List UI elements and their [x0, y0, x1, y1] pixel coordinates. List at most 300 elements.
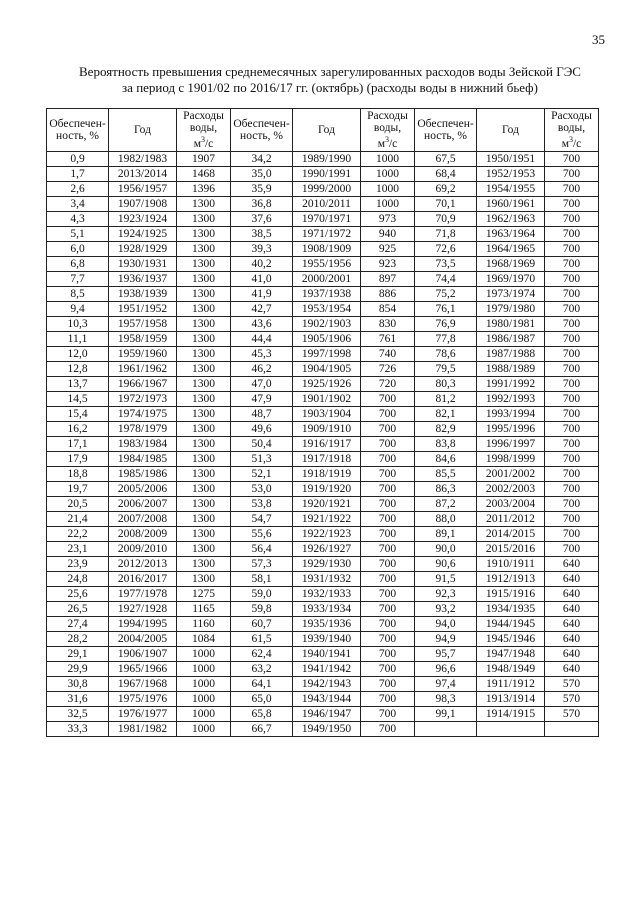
year-cell: 1968/1969	[477, 257, 545, 272]
table-row	[47, 572, 599, 587]
year-cell: 1990/1991	[293, 167, 361, 182]
flow-cell: 1300	[177, 467, 231, 482]
flow-cell: 700	[545, 242, 599, 257]
flow-cell: 700	[545, 182, 599, 197]
year-cell: 1967/1968	[109, 677, 177, 692]
flow-cell: 700	[361, 602, 415, 617]
table-row	[47, 167, 599, 182]
probability-cell: 95,7	[415, 647, 477, 662]
year-cell: 2013/2014	[109, 167, 177, 182]
probability-cell: 37,6	[231, 212, 293, 227]
probability-cell: 98,3	[415, 692, 477, 707]
probability-cell: 57,3	[231, 557, 293, 572]
flow-cell: 700	[361, 722, 415, 737]
flow-cell: 1300	[177, 347, 231, 362]
table-row	[47, 317, 599, 332]
year-cell: 2001/2002	[477, 467, 545, 482]
probability-cell: 52,1	[231, 467, 293, 482]
table-row	[47, 212, 599, 227]
table-header-row	[47, 109, 599, 152]
header-flow: Расходы воды, $м^3/с$	[177, 109, 231, 152]
flow-cell: 700	[545, 407, 599, 422]
probability-cell: 11,1	[47, 332, 109, 347]
year-cell: 1982/1983	[109, 152, 177, 167]
probability-cell: 34,2	[231, 152, 293, 167]
flow-cell: 700	[361, 617, 415, 632]
probability-cell: 24,8	[47, 572, 109, 587]
probability-cell: 50,4	[231, 437, 293, 452]
year-cell: 1978/1979	[109, 422, 177, 437]
year-cell: 1909/1910	[293, 422, 361, 437]
year-cell: 1913/1914	[477, 692, 545, 707]
table-row	[47, 722, 599, 737]
year-cell	[477, 722, 545, 737]
probability-cell: 66,7	[231, 722, 293, 737]
table-row	[47, 647, 599, 662]
probability-cell: 97,4	[415, 677, 477, 692]
probability-cell: 33,3	[47, 722, 109, 737]
flow-cell: 700	[361, 692, 415, 707]
year-cell: 1994/1995	[109, 617, 177, 632]
table-row	[47, 587, 599, 602]
year-cell: 2007/2008	[109, 512, 177, 527]
probability-cell: 38,5	[231, 227, 293, 242]
probability-cell: 20,5	[47, 497, 109, 512]
flow-cell: 1907	[177, 152, 231, 167]
flow-cell: 700	[545, 362, 599, 377]
page-number: 35	[592, 32, 605, 47]
flow-cell: 1300	[177, 332, 231, 347]
year-cell: 1997/1998	[293, 347, 361, 362]
probability-cell: 0,9	[47, 152, 109, 167]
flow-cell: 700	[361, 572, 415, 587]
flow-cell: 700	[545, 497, 599, 512]
flow-cell: 1000	[177, 662, 231, 677]
year-cell: 1977/1978	[109, 587, 177, 602]
flow-cell: 1300	[177, 242, 231, 257]
probability-cell: 76,9	[415, 317, 477, 332]
probability-cell: 8,5	[47, 287, 109, 302]
year-cell: 2002/2003	[477, 482, 545, 497]
table-row	[47, 422, 599, 437]
year-cell: 1925/1926	[293, 377, 361, 392]
year-cell: 1904/1905	[293, 362, 361, 377]
year-cell: 1914/1915	[477, 707, 545, 722]
flow-cell: 700	[545, 167, 599, 182]
probability-cell: 48,7	[231, 407, 293, 422]
probability-cell: 19,7	[47, 482, 109, 497]
year-cell: 1995/1996	[477, 422, 545, 437]
flow-cell	[545, 722, 599, 737]
probability-cell: 43,6	[231, 317, 293, 332]
flow-cell: 700	[545, 392, 599, 407]
year-cell: 1901/1902	[293, 392, 361, 407]
year-cell: 1989/1990	[293, 152, 361, 167]
flow-cell: 700	[361, 527, 415, 542]
probability-cell: 72,6	[415, 242, 477, 257]
flow-cell: 700	[361, 647, 415, 662]
flow-cell: 1000	[177, 692, 231, 707]
year-cell: 2015/2016	[477, 542, 545, 557]
year-cell: 1902/1903	[293, 317, 361, 332]
table-row	[47, 482, 599, 497]
flow-cell: 1300	[177, 392, 231, 407]
flow-cell: 854	[361, 302, 415, 317]
probability-cell: 21,4	[47, 512, 109, 527]
year-cell: 1999/2000	[293, 182, 361, 197]
flow-cell: 700	[545, 482, 599, 497]
probability-cell: 28,2	[47, 632, 109, 647]
year-cell: 1974/1975	[109, 407, 177, 422]
year-cell: 1943/1944	[293, 692, 361, 707]
flow-cell: 1300	[177, 512, 231, 527]
year-cell: 1923/1924	[109, 212, 177, 227]
flow-cell: 700	[361, 632, 415, 647]
flow-cell: 700	[545, 422, 599, 437]
flow-cell: 570	[545, 707, 599, 722]
header-year: Год	[293, 109, 361, 152]
year-cell: 1970/1971	[293, 212, 361, 227]
year-cell: 1931/1932	[293, 572, 361, 587]
flow-cell: 1300	[177, 302, 231, 317]
flow-cell: 640	[545, 647, 599, 662]
flow-cell: 1396	[177, 182, 231, 197]
flow-cell: 830	[361, 317, 415, 332]
probability-cell: 31,6	[47, 692, 109, 707]
table-row	[47, 557, 599, 572]
year-cell: 2008/2009	[109, 527, 177, 542]
probability-cell: 14,5	[47, 392, 109, 407]
year-cell: 1941/1942	[293, 662, 361, 677]
probability-cell: 5,1	[47, 227, 109, 242]
probability-cell: 29,1	[47, 647, 109, 662]
probability-cell: 85,5	[415, 467, 477, 482]
year-cell: 1972/1973	[109, 392, 177, 407]
flow-cell: 700	[361, 452, 415, 467]
probability-cell: 80,3	[415, 377, 477, 392]
flow-cell: 700	[361, 677, 415, 692]
year-cell: 1949/1950	[293, 722, 361, 737]
year-cell: 2004/2005	[109, 632, 177, 647]
flow-cell: 1300	[177, 497, 231, 512]
flow-cell: 700	[545, 317, 599, 332]
flow-cell: 640	[545, 662, 599, 677]
year-cell: 2005/2006	[109, 482, 177, 497]
year-cell: 1937/1938	[293, 287, 361, 302]
probability-cell: 70,9	[415, 212, 477, 227]
year-cell: 1933/1934	[293, 602, 361, 617]
header-probability: Обеспечен- ность, %	[231, 109, 293, 152]
probability-cell: 6,8	[47, 257, 109, 272]
flow-cell: 700	[361, 467, 415, 482]
header-probability: Обеспечен- ность, %	[47, 109, 109, 152]
flow-cell: 1300	[177, 362, 231, 377]
year-cell: 2000/2001	[293, 272, 361, 287]
header-flow: Расходы воды, $м^3/с$	[545, 109, 599, 152]
flow-cell: 700	[361, 422, 415, 437]
flow-cell: 700	[361, 482, 415, 497]
flow-cell: 700	[545, 377, 599, 392]
year-cell: 1987/1988	[477, 347, 545, 362]
probability-cell: 59,0	[231, 587, 293, 602]
probability-cell: 47,9	[231, 392, 293, 407]
year-cell: 1934/1935	[477, 602, 545, 617]
probability-cell: 22,2	[47, 527, 109, 542]
flow-cell: 700	[361, 557, 415, 572]
probability-cell: 87,2	[415, 497, 477, 512]
probability-cell: 10,3	[47, 317, 109, 332]
probability-cell: 18,8	[47, 467, 109, 482]
flow-cell: 1165	[177, 602, 231, 617]
year-cell: 1964/1965	[477, 242, 545, 257]
table-row	[47, 707, 599, 722]
year-cell: 1919/1920	[293, 482, 361, 497]
probability-cell: 93,2	[415, 602, 477, 617]
probability-cell: 94,0	[415, 617, 477, 632]
flow-cell: 1468	[177, 167, 231, 182]
year-cell: 1973/1974	[477, 287, 545, 302]
probability-cell: 94,9	[415, 632, 477, 647]
probability-cell: 29,9	[47, 662, 109, 677]
table-row	[47, 272, 599, 287]
year-cell: 1939/1940	[293, 632, 361, 647]
probability-cell: 61,5	[231, 632, 293, 647]
probability-cell: 7,7	[47, 272, 109, 287]
year-cell: 1944/1945	[477, 617, 545, 632]
flow-cell: 1000	[177, 707, 231, 722]
title-line-2: за период с 1901/02 по 2016/17 гг. (октябрь) (расходы воды в нижний бьеф)	[122, 80, 538, 95]
flow-cell: 1000	[361, 182, 415, 197]
flow-cell: 700	[545, 452, 599, 467]
flow-cell: 1300	[177, 422, 231, 437]
flow-cell: 1084	[177, 632, 231, 647]
table-row	[47, 692, 599, 707]
year-cell: 1936/1937	[109, 272, 177, 287]
probability-cell: 16,2	[47, 422, 109, 437]
flow-cell: 700	[361, 587, 415, 602]
year-cell: 1985/1986	[109, 467, 177, 482]
year-cell: 2009/2010	[109, 542, 177, 557]
flow-cell: 1000	[177, 647, 231, 662]
probability-cell: 91,5	[415, 572, 477, 587]
year-cell: 1940/1941	[293, 647, 361, 662]
probability-cell: 47,0	[231, 377, 293, 392]
year-cell: 1926/1927	[293, 542, 361, 557]
table-row	[47, 632, 599, 647]
year-cell: 1955/1956	[293, 257, 361, 272]
flow-cell: 700	[361, 497, 415, 512]
year-cell: 1958/1959	[109, 332, 177, 347]
year-cell: 1960/1961	[477, 197, 545, 212]
flow-cell: 1300	[177, 257, 231, 272]
flow-cell: 897	[361, 272, 415, 287]
flow-cell: 700	[545, 257, 599, 272]
flow-cell: 700	[545, 527, 599, 542]
probability-cell: 30,8	[47, 677, 109, 692]
probability-cell: 69,2	[415, 182, 477, 197]
probability-cell: 15,4	[47, 407, 109, 422]
flow-cell: 1300	[177, 527, 231, 542]
probability-cell: 6,0	[47, 242, 109, 257]
flow-cell: 925	[361, 242, 415, 257]
year-cell: 1957/1958	[109, 317, 177, 332]
probability-cell: 84,6	[415, 452, 477, 467]
flow-cell: 700	[545, 287, 599, 302]
probability-cell: 74,4	[415, 272, 477, 287]
flow-cell: 570	[545, 677, 599, 692]
flow-cell: 1000	[177, 677, 231, 692]
flow-cell: 1300	[177, 542, 231, 557]
flow-cell: 700	[361, 437, 415, 452]
flow-cell: 700	[361, 407, 415, 422]
year-cell: 1947/1948	[477, 647, 545, 662]
year-cell: 1930/1931	[109, 257, 177, 272]
table-row	[47, 347, 599, 362]
year-cell: 1950/1951	[477, 152, 545, 167]
probability-cell: 99,1	[415, 707, 477, 722]
year-cell: 1911/1912	[477, 677, 545, 692]
probability-cell: 58,1	[231, 572, 293, 587]
flow-cell: 640	[545, 602, 599, 617]
table-row	[47, 542, 599, 557]
probability-cell: 81,2	[415, 392, 477, 407]
probability-cell: 12,0	[47, 347, 109, 362]
probability-cell: 40,2	[231, 257, 293, 272]
year-cell: 1938/1939	[109, 287, 177, 302]
probability-cell: 70,1	[415, 197, 477, 212]
flow-cell: 1300	[177, 482, 231, 497]
year-cell: 2010/2011	[293, 197, 361, 212]
probability-cell: 49,6	[231, 422, 293, 437]
probability-cell: 77,8	[415, 332, 477, 347]
probability-cell: 23,9	[47, 557, 109, 572]
flow-cell: 1300	[177, 197, 231, 212]
probability-cell: 90,6	[415, 557, 477, 572]
year-cell: 1976/1977	[109, 707, 177, 722]
table-row	[47, 227, 599, 242]
year-cell: 1916/1917	[293, 437, 361, 452]
year-cell: 1975/1976	[109, 692, 177, 707]
flow-cell: 1300	[177, 212, 231, 227]
probability-cell: 32,5	[47, 707, 109, 722]
probability-cell: 35,0	[231, 167, 293, 182]
flow-cell: 1000	[361, 167, 415, 182]
header-flow: Расходы воды, $м^3/с$	[361, 109, 415, 152]
year-cell: 1992/1993	[477, 392, 545, 407]
probability-cell: 82,9	[415, 422, 477, 437]
year-cell: 1983/1984	[109, 437, 177, 452]
year-cell: 1980/1981	[477, 317, 545, 332]
flow-cell: 1300	[177, 557, 231, 572]
table-row	[47, 437, 599, 452]
flow-cell: 700	[361, 542, 415, 557]
flow-cell: 700	[361, 512, 415, 527]
year-cell: 1984/1985	[109, 452, 177, 467]
year-cell: 2003/2004	[477, 497, 545, 512]
year-cell: 2006/2007	[109, 497, 177, 512]
flow-cell: 700	[545, 197, 599, 212]
year-cell: 1945/1946	[477, 632, 545, 647]
flow-cell: 1300	[177, 407, 231, 422]
probability-cell: 1,7	[47, 167, 109, 182]
probability-cell: 88,0	[415, 512, 477, 527]
year-cell: 1915/1916	[477, 587, 545, 602]
flow-cell: 700	[545, 437, 599, 452]
flow-cell: 1000	[361, 197, 415, 212]
year-cell: 1991/1992	[477, 377, 545, 392]
table-row	[47, 602, 599, 617]
probability-cell: 12,8	[47, 362, 109, 377]
flow-cell: 640	[545, 632, 599, 647]
probability-cell: 79,5	[415, 362, 477, 377]
probability-cell: 27,4	[47, 617, 109, 632]
table-row	[47, 197, 599, 212]
probability-cell: 59,8	[231, 602, 293, 617]
flow-cell: 1000	[177, 722, 231, 737]
flow-cell: 570	[545, 692, 599, 707]
flow-cell: 700	[545, 272, 599, 287]
year-cell: 1956/1957	[109, 182, 177, 197]
year-cell: 1917/1918	[293, 452, 361, 467]
table-body	[47, 152, 599, 737]
probability-cell: 67,5	[415, 152, 477, 167]
probability-cell: 26,5	[47, 602, 109, 617]
document-title	[40, 64, 620, 96]
flow-cell: 973	[361, 212, 415, 227]
table-row	[47, 302, 599, 317]
probability-cell: 25,6	[47, 587, 109, 602]
flow-cell: 700	[545, 332, 599, 347]
probability-cell: 17,1	[47, 437, 109, 452]
flow-cell: 1300	[177, 452, 231, 467]
probability-cell: 39,3	[231, 242, 293, 257]
probability-cell: 64,1	[231, 677, 293, 692]
probability-cell: 41,0	[231, 272, 293, 287]
table-row	[47, 467, 599, 482]
probability-cell: 96,6	[415, 662, 477, 677]
probability-cell: 62,4	[231, 647, 293, 662]
probability-cell: 3,4	[47, 197, 109, 212]
title-line-1: Вероятность превышения среднемесячных зарегулированных расходов воды Зейской ГЭС	[79, 64, 581, 79]
year-cell: 1981/1982	[109, 722, 177, 737]
probability-cell: 35,9	[231, 182, 293, 197]
probability-cell: 92,3	[415, 587, 477, 602]
year-cell: 1961/1962	[109, 362, 177, 377]
flow-cell: 700	[545, 512, 599, 527]
year-cell: 1948/1949	[477, 662, 545, 677]
flow-cell: 640	[545, 557, 599, 572]
flow-cell: 700	[361, 662, 415, 677]
table-row	[47, 182, 599, 197]
flow-cell: 886	[361, 287, 415, 302]
flow-cell: 720	[361, 377, 415, 392]
year-cell: 1966/1967	[109, 377, 177, 392]
year-cell: 1996/1997	[477, 437, 545, 452]
flow-cell: 1300	[177, 437, 231, 452]
table-row	[47, 527, 599, 542]
probability-cell: 65,8	[231, 707, 293, 722]
flow-cell: 640	[545, 572, 599, 587]
table-row	[47, 677, 599, 692]
probability-cell: 13,7	[47, 377, 109, 392]
probability-cell: 89,1	[415, 527, 477, 542]
year-cell: 1910/1911	[477, 557, 545, 572]
header-year: Год	[109, 109, 177, 152]
year-cell: 1921/1922	[293, 512, 361, 527]
flow-cell: 1300	[177, 227, 231, 242]
table-row	[47, 242, 599, 257]
flow-cell: 761	[361, 332, 415, 347]
